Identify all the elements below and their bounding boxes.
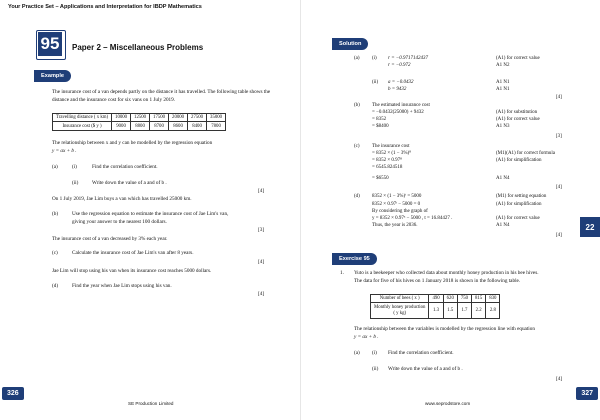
table-row [371, 303, 500, 318]
table-row [53, 114, 226, 122]
sol-b-note-3: (A1) for correct value [496, 117, 540, 122]
book-header: Your Practice Set – Applications and Interpretation for IBDP Mathematics [8, 4, 202, 10]
example-intro: The insurance cost of a van depends partly on the distance it has travelled. The following table shows the distance and the insurance cost for six vans on 1 July 2019. [52, 89, 271, 103]
table-cell: 8700 [150, 122, 169, 130]
decrease-line: The insurance cost of a van decreased by 3% each year. [52, 236, 168, 242]
sol-a-i-line-2: r = −0.972 [388, 63, 411, 68]
sol-d-marks: [4] [556, 233, 562, 238]
sol-a-i-note-1: (A1) for correct value [496, 56, 540, 61]
table-cell: 620 [443, 295, 457, 303]
sol-a-ii-note-1: A1 N1 [496, 80, 510, 85]
chapter-side-tab: 22 [580, 217, 600, 237]
table-cell: 20000 [169, 114, 188, 122]
table-cell: 12500 [131, 114, 150, 122]
question-c-label: (c) [52, 250, 58, 256]
sol-d-line-2: 8352 × 0.97ᵗ − 5000 = 0 [372, 202, 421, 207]
exercise-intro-2: The data for five of his hives on 1 January 2018 is shown in the following table. [354, 278, 521, 284]
table-cell: 1.7 [457, 303, 471, 318]
sol-d-note-2: (A1) for simplification [496, 202, 542, 207]
sol-a-i-note-2: A1 N2 [496, 63, 510, 68]
sol-c-note-2: (M1)(A1) for correct formula [496, 151, 556, 156]
page-gutter [300, 0, 301, 420]
table-row-label: Travelling distance ( x km) [53, 114, 112, 122]
table-cell: 7800 [207, 122, 226, 130]
table-row-label: Number of bees ( x ) [371, 295, 429, 303]
sol-b-label: (b) [354, 103, 360, 108]
table-row-label [371, 303, 429, 318]
exercise-a-i: Find the correlation coefficient. [388, 350, 454, 356]
sol-d-label: (d) [354, 194, 360, 199]
sol-a-ii-note-2: A1 N1 [496, 87, 510, 92]
sol-a-ii-label: (ii) [372, 80, 379, 85]
sol-c-label: (c) [354, 144, 360, 149]
exercise-a-ii: Write down the value of a and of b . [388, 366, 463, 372]
sol-a-i-label: (i) [372, 56, 377, 61]
exercise-a-label: (a) [354, 350, 360, 356]
sol-b-note-4: A1 N3 [496, 124, 510, 129]
table-row [53, 122, 226, 130]
chapter-number-badge [36, 30, 66, 60]
exercise-marks: [4] [556, 376, 563, 382]
sol-c-line-2: = 8352 × (1 − 3%)⁸ [372, 151, 411, 156]
question-a-marks: [4] [258, 188, 265, 194]
right-footer: www.seprodstore.com [425, 401, 471, 406]
sol-c-line-3: = 8352 × 0.97⁸ [372, 158, 402, 163]
sol-b-line-4: = $8400 [372, 124, 389, 129]
exercise-number: 1. [340, 270, 344, 276]
question-a-i-label: (i) [72, 164, 77, 170]
question-d-marks: [4] [258, 291, 265, 297]
question-c-marks: [4] [258, 259, 265, 265]
sol-b-note-2: (A1) for substitution [496, 110, 538, 115]
question-b-line-2: giving your answer to the nearest 100 dollars. [72, 219, 167, 225]
sol-c-note-3: (A1) for simplification [496, 158, 542, 163]
sol-d-note-4: (A1) for correct value [496, 216, 540, 221]
exercise-a-ii-label: (ii) [372, 366, 379, 372]
table-cell: 815 [472, 295, 486, 303]
model-line-1: The relationship between x and y can be modelled by the regression equation [52, 140, 213, 146]
sol-a-marks: [4] [556, 95, 562, 100]
sol-a-ii-line-2: b = 9432 [388, 87, 407, 92]
sol-b-line-1: The estimated insurance cost [372, 103, 430, 108]
table-cell: 10000 [112, 114, 131, 122]
table-cell: 2.2 [472, 303, 486, 318]
table-cell: 35000 [207, 114, 226, 122]
sol-a-label: (a) [354, 56, 360, 61]
table-cell: 1.5 [443, 303, 457, 318]
question-a-ii: Write down the value of a and of b . [92, 180, 167, 186]
stop-line: Jae Lim will stop using his van when its insurance cost reaches 5000 dollars. [52, 268, 212, 274]
sol-d-note-1: (M1) for setting equation [496, 194, 547, 199]
question-d: Find the year when Jae Lim stops using his van. [72, 283, 172, 289]
question-b-marks: [3] [258, 227, 265, 233]
left-footer: SE Production Limited [128, 401, 174, 406]
sol-a-i-line-1: r = −0.9717142437 [388, 56, 428, 61]
question-b-line-1: Use the regression equation to estimate the insurance cost of Jae Lim's van, [72, 211, 229, 217]
sol-b-line-2: = −0.0432(25000) + 9432 [372, 110, 424, 115]
sol-d-line-5: Thus, the year is 2036. [372, 223, 418, 228]
exercise-model-2: y = ax + b . [354, 334, 379, 340]
table-cell: 750 [457, 295, 471, 303]
right-page-number: 327 [576, 387, 598, 400]
jae-line: On 1 July 2019, Jae Lim buys a van which has travelled 25000 km. [52, 196, 192, 202]
table-row [371, 295, 500, 303]
bees-honey-table [370, 294, 500, 319]
model-line-2: y = ax + b . [52, 148, 77, 154]
table-cell: 830 [486, 295, 500, 303]
table-cell: 8600 [169, 122, 188, 130]
sol-c-line-1: The insurance cost [372, 144, 410, 149]
example-label: Example [34, 70, 71, 82]
sol-c-note-5: A1 N4 [496, 176, 510, 181]
table-cell: 8800 [131, 122, 150, 130]
table-cell: 490 [429, 295, 443, 303]
sol-d-line-1: 8352 × (1 − 3%)ᵗ = 5000 [372, 194, 422, 199]
exercise-label: Exercise 95 [332, 253, 377, 265]
solution-label: Solution [332, 38, 368, 50]
sol-c-marks: [4] [556, 185, 562, 190]
sol-b-marks: [3] [556, 134, 562, 139]
sol-b-line-3: = 8352 [372, 117, 387, 122]
sol-d-line-3: By considering the graph of [372, 209, 428, 214]
chapter-number: 95 [38, 32, 62, 56]
table-cell: 2.8 [486, 303, 500, 318]
exercise-intro-1: Yuto is a beekeeper who collected data about monthly honey production in his bee hives. [354, 270, 539, 276]
question-d-label: (d) [52, 283, 59, 289]
question-a-label: (a) [52, 164, 58, 170]
table-cell: 8400 [188, 122, 207, 130]
question-b-label: (b) [52, 211, 59, 217]
sol-d-note-5: A1 N4 [496, 223, 510, 228]
table-cell: 9000 [112, 122, 131, 130]
exercise-a-i-label: (i) [372, 350, 377, 356]
sol-d-line-4: y = 8352 × 0.97ˣ − 5000 , t = 16.84427 . [372, 216, 453, 221]
question-c: Calculate the insurance cost of Jae Lim's van after 8 years. [72, 250, 194, 256]
table-cell: 1.3 [429, 303, 443, 318]
table-row-label-line-1: Monthly honey production [374, 304, 426, 310]
table-row-label-line-2: ( y kg) [393, 310, 407, 316]
table-cell: 27500 [188, 114, 207, 122]
chapter-title: Paper 2 – Miscellaneous Problems [72, 43, 204, 52]
left-page-number: 326 [2, 387, 24, 400]
sol-c-line-4: = 6545.824518 [372, 165, 403, 170]
question-a-ii-label: (ii) [72, 180, 79, 186]
table-cell: 17500 [150, 114, 169, 122]
question-a-i: Find the correlation coefficient. [92, 164, 158, 170]
table-row-label: Insurance cost ($ y ) [53, 122, 112, 130]
sol-c-line-5: = $6550 [372, 176, 389, 181]
exercise-model-1: The relationship between the variables is modelled by the regression line with equation [354, 326, 535, 332]
sol-a-ii-line-1: a = −0.0432 [388, 80, 414, 85]
distance-cost-table [52, 113, 226, 131]
